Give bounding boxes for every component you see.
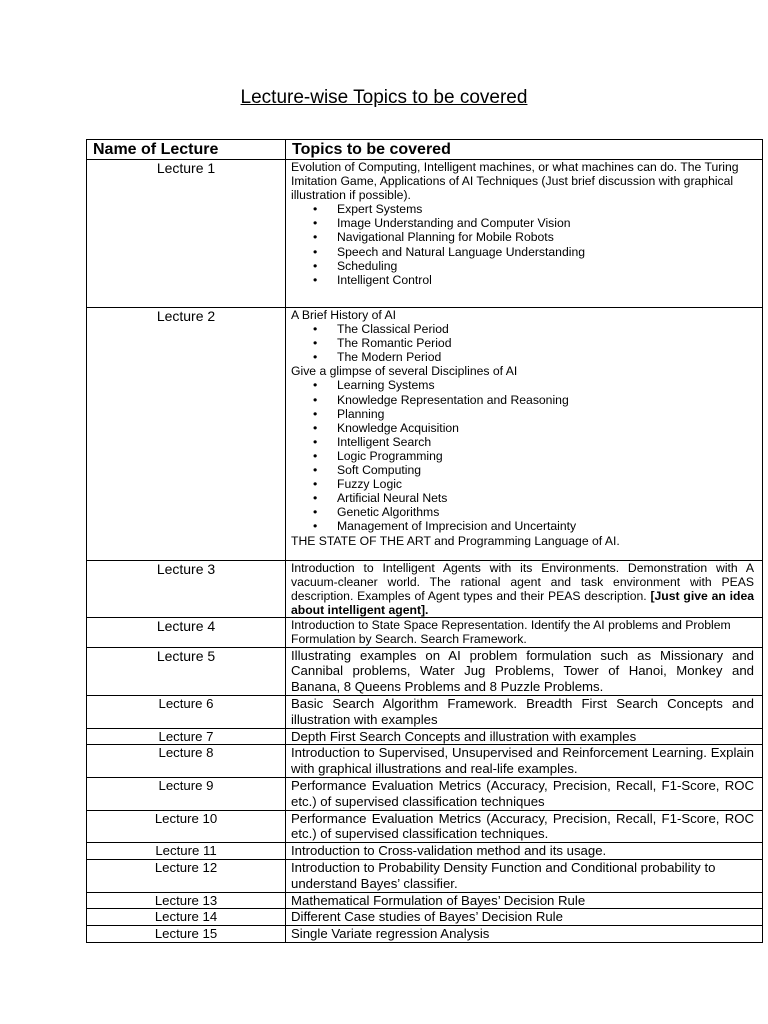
- lecture-name: Lecture 12: [87, 859, 286, 892]
- lecture-topics: [286, 160, 763, 308]
- lecture-topics: Illustrating examples on AI problem formulation such as Missionary and Cannibal problems, Water Jug Problems, Tower of Hanoi, Monkey and Banana, 8 Queens Problems and 8 Puzzle Problems.: [286, 647, 763, 695]
- lecture-topics: [286, 561, 763, 618]
- lecture-topics: Mathematical Formulation of Bayes’ Decision Rule: [286, 892, 763, 909]
- topic-bold-note: [Just give an idea about intelligent agent].: [291, 589, 755, 618]
- topic-bullet-list: [291, 202, 754, 287]
- list-item: • Artificial Neural Nets: [291, 491, 754, 505]
- lecture-topics: Introduction to Supervised, Unsupervised and Reinforcement Learning. Explain with graphical illustrations and real-life examples.: [286, 745, 763, 778]
- table-row: [87, 926, 763, 943]
- topic-text: Introduction to Intelligent Agents with its Environments. Demonstration with A vacuum-cleaner world. The rational agent and task environment with PEAS description. Examples of Agent types and their PEAS description.: [291, 561, 754, 604]
- lecture-topics: [286, 308, 763, 561]
- topic-intro: Evolution of Computing, Intelligent machines, or what machines can do. The Turing Imitation Game, Applications of AI Techniques (Just brief discussion with graphical illustration if possible).: [291, 160, 739, 203]
- list-item: • Scheduling: [291, 259, 754, 273]
- table-row: [87, 308, 763, 561]
- list-item: • Knowledge Acquisition: [291, 421, 754, 435]
- lecture-topics: Single Variate regression Analysis: [286, 926, 763, 943]
- lecture-topics: Performance Evaluation Metrics (Accuracy, Precision, Recall, F1-Score, ROC etc.) of supervised classification techniques: [286, 777, 763, 810]
- lecture-name: Lecture 9: [87, 777, 286, 810]
- list-item: • Expert Systems: [291, 202, 754, 216]
- lecture-topics: Basic Search Algorithm Framework. Breadth First Search Concepts and illustration with examples: [286, 695, 763, 728]
- table-row: [87, 695, 763, 728]
- topic-intro: A Brief History of AI: [291, 308, 396, 322]
- list-item: • Fuzzy Logic: [291, 477, 754, 491]
- page-title: Lecture-wise Topics to be covered: [240, 87, 528, 108]
- table-row: [87, 810, 763, 843]
- lecture-topics: Depth First Search Concepts and illustration with examples: [286, 728, 763, 745]
- list-item: • Intelligent Search: [291, 435, 754, 449]
- lecture-name: Lecture 2: [87, 308, 286, 561]
- table-row: [87, 160, 763, 308]
- lecture-name: Lecture 15: [87, 926, 286, 943]
- list-item: • Management of Imprecision and Uncertainty: [291, 519, 754, 533]
- header-topics: Topics to be covered: [286, 140, 763, 160]
- lecture-topics: Introduction to Probability Density Function and Conditional probability to understand Bayes’ classifier.: [286, 859, 763, 892]
- list-item: • Genetic Algorithms: [291, 505, 754, 519]
- table-row: [87, 745, 763, 778]
- list-item: • The Classical Period: [291, 322, 754, 336]
- list-item: • The Modern Period: [291, 350, 754, 364]
- table-header-row: [87, 140, 763, 160]
- table-row: [87, 909, 763, 926]
- lecture-topics: Different Case studies of Bayes’ Decision Rule: [286, 909, 763, 926]
- lecture-name: Lecture 8: [87, 745, 286, 778]
- lecture-name: Lecture 7: [87, 728, 286, 745]
- table-row: [87, 843, 763, 860]
- lecture-name: Lecture 4: [87, 618, 286, 647]
- lecture-topics: Performance Evaluation Metrics (Accuracy, Precision, Recall, F1-Score, ROC etc.) of supervised classification techniques.: [286, 810, 763, 843]
- list-item: • Image Understanding and Computer Vision: [291, 216, 754, 230]
- topic-outro: THE STATE OF THE ART and Programming Language of AI.: [291, 533, 620, 548]
- lecture-name: Lecture 11: [87, 843, 286, 860]
- lecture-topics: Introduction to Cross-validation method and its usage.: [286, 843, 763, 860]
- list-item: • Knowledge Representation and Reasoning: [291, 393, 754, 407]
- table-row: [87, 561, 763, 618]
- topic-bullet-list: [291, 378, 754, 533]
- lecture-name: Lecture 3: [87, 561, 286, 618]
- list-item: • Navigational Planning for Mobile Robots: [291, 230, 754, 244]
- list-item: • Planning: [291, 407, 754, 421]
- list-item: • Soft Computing: [291, 463, 754, 477]
- table-row: [87, 728, 763, 745]
- header-name-of-lecture: Name of Lecture: [87, 140, 286, 160]
- topic-intro: Give a glimpse of several Disciplines of AI: [291, 364, 518, 379]
- table-row: [87, 892, 763, 909]
- list-item: • Speech and Natural Language Understanding: [291, 245, 754, 259]
- list-item: • Intelligent Control: [291, 273, 754, 287]
- lecture-table: [86, 139, 763, 943]
- table-row: [87, 618, 763, 647]
- lecture-name: Lecture 10: [87, 810, 286, 843]
- table-row: [87, 859, 763, 892]
- list-item: • Logic Programming: [291, 449, 754, 463]
- list-item: • Learning Systems: [291, 378, 754, 392]
- list-item: • The Romantic Period: [291, 336, 754, 350]
- lecture-name: Lecture 14: [87, 909, 286, 926]
- topic-bullet-list: [291, 322, 754, 364]
- lecture-name: Lecture 6: [87, 695, 286, 728]
- lecture-name: Lecture 13: [87, 892, 286, 909]
- table-row: [87, 647, 763, 695]
- lecture-topics: Introduction to State Space Representation. Identify the AI problems and Problem Formulation by Search. Search Framework.: [286, 618, 763, 647]
- lecture-name: Lecture 1: [87, 160, 286, 308]
- lecture-name: Lecture 5: [87, 647, 286, 695]
- table-row: [87, 777, 763, 810]
